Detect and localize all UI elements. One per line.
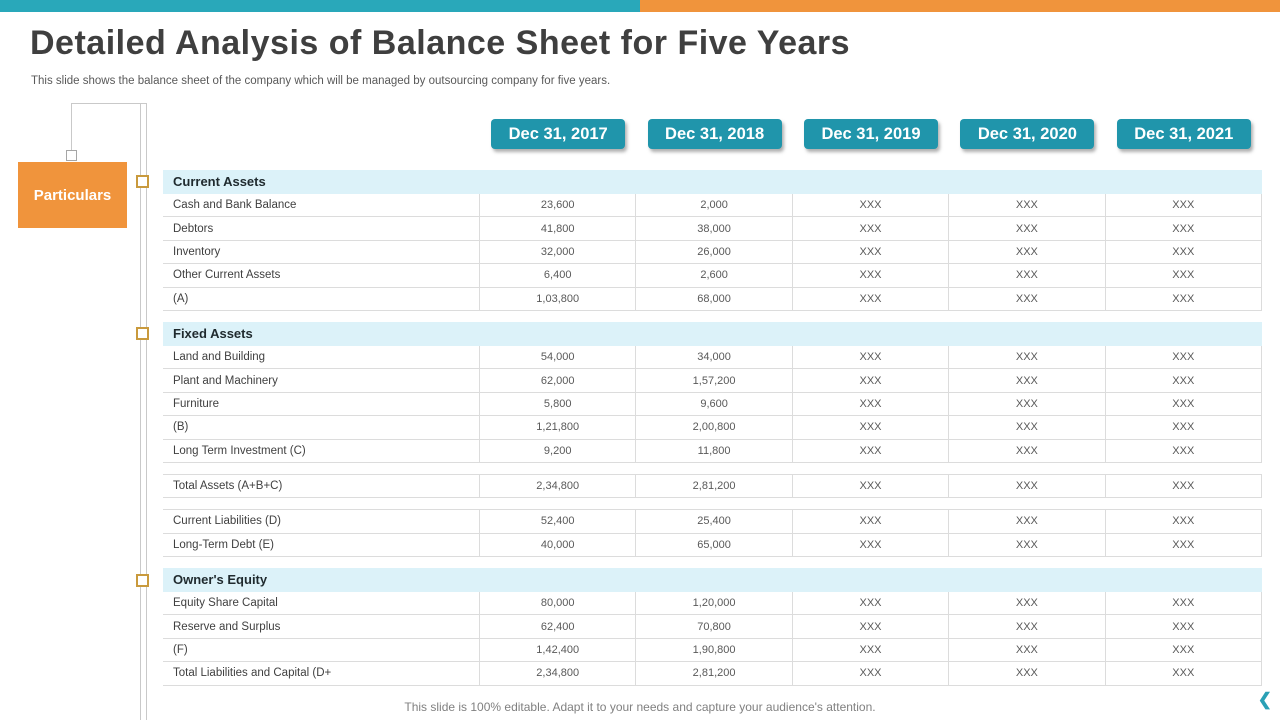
row-value: 2,81,200 [636,475,792,497]
top-accent-bar-orange [640,0,1280,12]
row-value: XXX [1106,592,1262,614]
row-value: 2,00,800 [636,416,792,438]
row-value: 32,000 [480,241,636,263]
connector-node-current-assets [136,175,149,188]
row-value: XXX [1106,510,1262,532]
section-header: Fixed Assets [163,322,1262,346]
row-value: 2,000 [636,194,792,216]
row-value: XXX [949,369,1105,391]
row-value: 25,400 [636,510,792,532]
row-value: XXX [949,639,1105,661]
table-group [163,509,1262,557]
row-value: 2,81,200 [636,662,792,684]
row-value: XXX [1106,346,1262,368]
table-row [163,639,1262,662]
row-label: Furniture [163,393,480,415]
row-value: XXX [793,475,949,497]
connector-line-stub [71,103,72,151]
table-row [163,194,1262,217]
row-value: 68,000 [636,288,792,310]
row-value: XXX [793,346,949,368]
row-value: XXX [793,369,949,391]
table-row [163,534,1262,557]
row-value: XXX [949,510,1105,532]
row-value: XXX [793,534,949,556]
row-value: XXX [793,440,949,462]
row-label: Reserve and Surplus [163,615,480,637]
connector-node-owners-equity [136,574,149,587]
row-value: 9,600 [636,393,792,415]
row-value: 62,000 [480,369,636,391]
row-value: XXX [1106,416,1262,438]
table-row [163,369,1262,392]
row-value: 23,600 [480,194,636,216]
table-group [163,322,1262,463]
row-value: XXX [793,592,949,614]
row-value: XXX [1106,194,1262,216]
row-value: XXX [949,534,1105,556]
row-value: 2,34,800 [480,662,636,684]
connector-handle [66,150,77,161]
row-value: XXX [949,416,1105,438]
row-label: (F) [163,639,480,661]
row-value: XXX [793,662,949,684]
row-value: XXX [949,194,1105,216]
row-value: XXX [1106,369,1262,391]
table-row [163,416,1262,439]
row-value: XXX [1106,241,1262,263]
row-value: 40,000 [480,534,636,556]
table-row [163,475,1262,498]
row-value: 26,000 [636,241,792,263]
footer-note: This slide is 100% editable. Adapt it to your needs and capture your audience's attention. [404,700,876,714]
table-row [163,217,1262,240]
row-value: 1,42,400 [480,639,636,661]
particulars-label: Particulars [33,186,112,204]
row-value: XXX [793,393,949,415]
row-value: XXX [1106,288,1262,310]
row-value: XXX [949,264,1105,286]
row-label: Current Liabilities (D) [163,510,480,532]
table-row [163,264,1262,287]
table-group [163,170,1262,311]
chevron-left-icon[interactable]: ❮ [1257,690,1272,709]
row-value: 1,90,800 [636,639,792,661]
row-value: 65,000 [636,534,792,556]
row-value: XXX [793,241,949,263]
table-group [163,568,1262,686]
row-label: (B) [163,416,480,438]
row-label: Other Current Assets [163,264,480,286]
table-row [163,393,1262,416]
top-accent-bar-teal [0,0,640,12]
year-column-header-2018: Dec 31, 2018 [648,119,782,149]
row-label: Cash and Bank Balance [163,194,480,216]
table-row [163,615,1262,638]
balance-sheet-table [163,170,1262,686]
row-value: 52,400 [480,510,636,532]
row-label: Equity Share Capital [163,592,480,614]
row-value: XXX [949,288,1105,310]
row-label: Inventory [163,241,480,263]
row-value: 5,800 [480,393,636,415]
row-value: XXX [949,592,1105,614]
row-value: XXX [793,264,949,286]
row-value: 9,200 [480,440,636,462]
row-value: XXX [949,662,1105,684]
row-value: 1,21,800 [480,416,636,438]
row-value: XXX [1106,475,1262,497]
table-row [163,241,1262,264]
row-value: XXX [1106,217,1262,239]
year-column-header-2021: Dec 31, 2021 [1117,119,1251,149]
row-value: XXX [1106,264,1262,286]
row-label: Long Term Investment (C) [163,440,480,462]
row-value: XXX [949,241,1105,263]
row-value: 1,20,000 [636,592,792,614]
row-value: 54,000 [480,346,636,368]
row-value: 11,800 [636,440,792,462]
row-value: 2,34,800 [480,475,636,497]
row-value: XXX [949,615,1105,637]
row-label: Plant and Machinery [163,369,480,391]
row-value: XXX [949,475,1105,497]
row-value: XXX [1106,534,1262,556]
connector-line-horizontal [71,103,146,104]
row-label: Debtors [163,217,480,239]
row-value: 34,000 [636,346,792,368]
row-value: XXX [1106,393,1262,415]
connector-node-fixed-assets [136,327,149,340]
row-value: XXX [793,217,949,239]
row-value: XXX [1106,662,1262,684]
particulars-label-box [18,162,127,228]
row-value: XXX [949,346,1105,368]
row-label: Total Assets (A+B+C) [163,475,480,497]
year-column-header-2019: Dec 31, 2019 [804,119,938,149]
row-value: 70,800 [636,615,792,637]
row-value: 6,400 [480,264,636,286]
row-value: 38,000 [636,217,792,239]
connector-line-vertical-1 [140,103,141,720]
table-row [163,440,1262,463]
page-subtitle: This slide shows the balance sheet of the company which will be managed by outsourcing company for five years. [31,75,611,87]
page-title: Detailed Analysis of Balance Sheet for Five Years [30,24,851,62]
section-header: Current Assets [163,170,1262,194]
row-value: XXX [1106,639,1262,661]
row-value: 62,400 [480,615,636,637]
row-value: XXX [793,615,949,637]
row-value: XXX [793,639,949,661]
row-value: 1,03,800 [480,288,636,310]
row-value: XXX [949,217,1105,239]
row-value: XXX [949,440,1105,462]
row-value: XXX [1106,440,1262,462]
row-value: XXX [793,416,949,438]
row-value: XXX [793,288,949,310]
connector-line-vertical-2 [146,103,147,720]
year-buttons-row [163,119,1262,149]
year-column-header-2017: Dec 31, 2017 [491,119,625,149]
row-value: XXX [949,393,1105,415]
table-row [163,510,1262,533]
row-label: Land and Building [163,346,480,368]
row-label: (A) [163,288,480,310]
row-value: XXX [1106,615,1262,637]
row-label: Long-Term Debt (E) [163,534,480,556]
table-row [163,662,1262,685]
row-value: 80,000 [480,592,636,614]
section-header: Owner's Equity [163,568,1262,592]
row-value: XXX [793,194,949,216]
row-label: Total Liabilities and Capital (D+ [163,662,480,684]
row-value: 2,600 [636,264,792,286]
table-row [163,592,1262,615]
table-group [163,474,1262,498]
table-row [163,288,1262,311]
row-value: 1,57,200 [636,369,792,391]
table-row [163,346,1262,369]
row-value: 41,800 [480,217,636,239]
year-column-header-2020: Dec 31, 2020 [960,119,1094,149]
row-value: XXX [793,510,949,532]
